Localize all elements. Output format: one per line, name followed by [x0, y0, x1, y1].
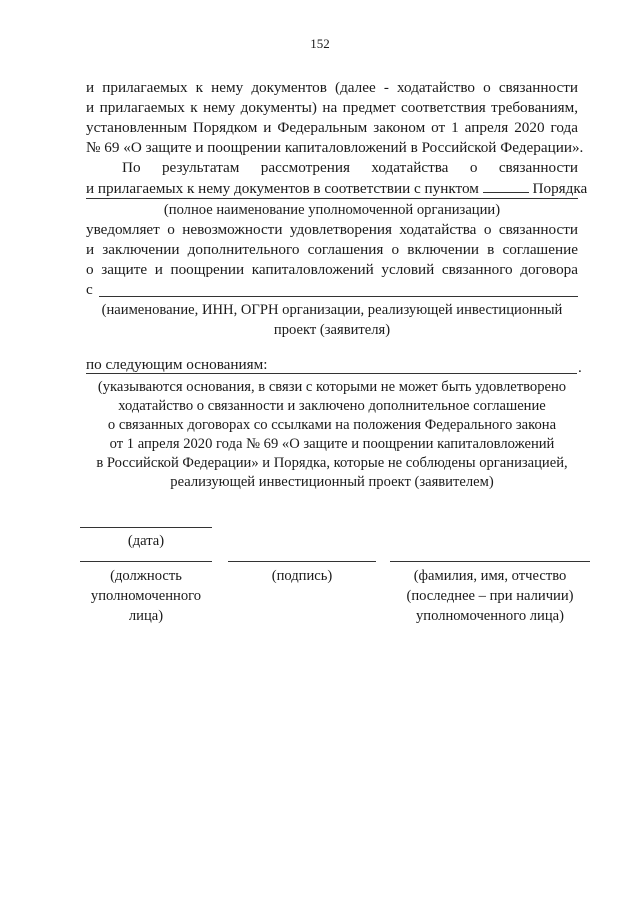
text-line: По результатам рассмотрения ходатайства о связанности — [122, 159, 578, 176]
date-label: (дата) — [127, 533, 165, 549]
text-fragment: с — [86, 281, 93, 298]
caption-applicant-line1: (наименование, ИНН, ОГРН организации, реализующей инвестиционный — [101, 302, 563, 318]
caption-line: о связанных договорах со ссылками на положения Федерального закона — [107, 417, 557, 433]
clause-number-blank[interactable] — [483, 178, 529, 193]
label-line: уполномоченного лица) — [415, 608, 565, 624]
text-line: № 69 «О защите и поощрении капиталовложений в Российской Федерации». — [86, 139, 584, 156]
position-blank[interactable] — [80, 561, 212, 562]
full-name-blank[interactable] — [390, 561, 590, 562]
org-name-blank[interactable] — [86, 198, 578, 199]
text-fragment: Порядка — [532, 180, 588, 197]
text-line-with-blank — [86, 178, 588, 198]
label-line: (последнее – при наличии) — [406, 588, 574, 604]
text-line: установленным Порядком и Федеральным законом от 1 апреля 2020 года — [86, 119, 578, 136]
grounds-label: по следующим основаниям: — [86, 356, 268, 373]
caption-applicant-line2: проект (заявителя) — [273, 322, 391, 338]
text-line: уведомляет о невозможности удовлетворения ходатайства о связанности — [86, 221, 578, 238]
text-line: и прилагаемых к нему документы) на предмет соответствия требованиям, — [86, 99, 578, 116]
label-line: лица) — [128, 608, 164, 624]
position-label — [70, 566, 222, 626]
label-line: (фамилия, имя, отчество — [413, 568, 567, 584]
date-blank[interactable] — [80, 527, 212, 528]
caption-line: от 1 апреля 2020 года № 69 «О защите и поощрении капиталовложений — [109, 436, 555, 452]
caption-line: ходатайство о связанности и заключено дополнительное соглашение — [118, 398, 546, 414]
text-line: и прилагаемых к нему документов (далее - ходатайство о связанности — [86, 79, 578, 96]
caption-line: (указываются основания, в связи с которыми не может быть удовлетворено — [97, 379, 567, 395]
signature-blank[interactable] — [228, 561, 376, 562]
text-line: и заключении дополнительного соглашения о включении в соглашение — [86, 241, 578, 258]
signature-label: (подпись) — [271, 568, 333, 584]
grounds-end-mark: . — [578, 359, 582, 376]
text-line: о защите и поощрении капиталовложений условий связанного договора — [86, 261, 578, 278]
full-name-label — [380, 566, 600, 626]
label-line: (должность — [110, 568, 182, 584]
text-fragment: и прилагаемых к нему документов в соответствии с пунктом — [86, 180, 479, 197]
page-number: 152 — [310, 36, 330, 51]
caption-org-name: (полное наименование уполномоченной организации) — [163, 202, 501, 218]
caption-line: реализующей инвестиционный проект (заявителем) — [170, 474, 494, 490]
grounds-blank[interactable] — [86, 373, 577, 374]
label-line: уполномоченного — [90, 588, 202, 604]
caption-line: в Российской Федерации» и Порядка, которые не соблюдены организацией, — [96, 455, 568, 471]
applicant-name-blank[interactable] — [99, 296, 578, 297]
